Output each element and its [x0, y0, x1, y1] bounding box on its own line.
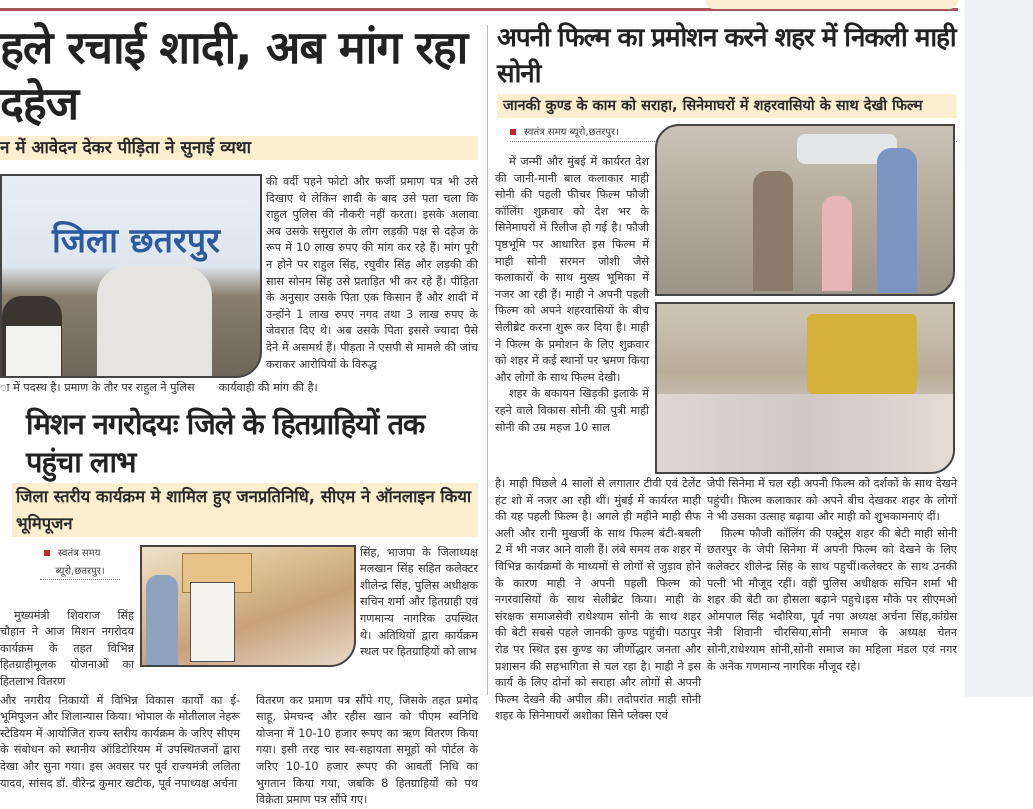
- bullet-icon: [44, 550, 50, 556]
- body-mission-left-full: और नगरीय निकायों में विभिन्न विकास कार्यों का ई-भूमिपूजन और शिलान्यास किया। भोपाल के मोतीलाल नेहरू स्टेडियम में आयोजित राज्य स्तरीय कार्यक्रम के जरिए सीएम के संबोधन को स्थानीय ऑडिटोरियम में उपस्थितजनों द्वारा देखा और सुना गया। इस अवसर पर पूर्व राज्यमंत्री ललिता यादव, सांसद डॉ. वीरेन्द्र कुमार खटीक, पूर्व नपाध्यक्ष अर्चना: [0, 693, 240, 790]
- headline-mahi-soni: अपनी फिल्म का प्रमोशन करने शहर में निकली माही सोनी: [497, 23, 956, 89]
- mahi-bottom-columns: [495, 476, 957, 725]
- photo-janki-kund-visit: [655, 302, 955, 474]
- page-margin: [965, 0, 1033, 697]
- complaint-letter: [6, 326, 61, 378]
- body-mahi-col1: में जन्मीं और मुंबई में कार्यरत देश की जानी-मानी बाल कलाकार माही सोनी की पहली फीचर फिल्म फौजी कॉलिंग शुक्रवार को देश भर के सिनेमाघरों में रिलीज हो गई है। फौजी पृष्ठभूमि पर आधारित इस फिल्म में माही सोनी सरमन जोशी जैसे कलाकारों के साथ मुख्य भूमिका में नजर आ रही हैं। माही ने अपनी पहली फिल्म को अपने शहरवासियों के बीच सेलीब्रेट करना शुरू कर दिया है। माही ने फिल्म के प्रमोशन के लिए शुक्रवार को शहर में कई स्थानों पर भ्रमण किया और लोगों के साथ फिल्म देखी। शहर के बकायन खिड़की इलाके में रहने वाले विकास सोनी की पुत्री माही सोनी की उम्र महज 10 साल: [495, 155, 649, 434]
- mission-bottom-columns: [0, 693, 478, 809]
- body-dowry-line-left: ा में पदस्थ है। प्रमाण के तौर पर राहुल ने पुलिस: [0, 381, 195, 394]
- plaque: [190, 582, 235, 662]
- bullet-icon: [510, 129, 516, 135]
- body-mission-right-full: वितरण कर प्रमाण पत्र सौंपे गए, जिसके तहत प्रमोद साहू, प्रेमचन्द और रहीस खान को पीएम स्वनिधि योजना में 10-10 हजार रूपए का ऋण वितरण किया गया। इसी तरह चार स्व-सहायता समूहों को पोर्टल के जरिए 10-10 हजार रूपए की आवर्ती निधि का भुगतान किया गया, जबकि 8 हितग्राहियों को पथ विक्रेता प्रमाण पत्र सौंपे गए।: [256, 693, 478, 807]
- photo-police-station: [0, 174, 262, 378]
- subhead-mahi-soni: जानकी कुण्ड के काम को सराहा, सिनेमाघरों में शहरवासियो के साथ देखी फिल्म: [497, 94, 957, 118]
- top-box: [705, 0, 958, 9]
- mahi-photo-stack: [655, 124, 957, 474]
- body-mahi-col1c: है। माही पिछले 4 सालों से लगातार टीवी एवं टेलेंट हंट शो में नजर आ रही थीं। मुंबई में कार्यरत माही की यह पहली फिल्म है। अगले ही महीने माही सैफ अली और रानी मुखर्जी के साथ फिल्म बंटी-बबली 2 में भी नजर आने वाली हैं। लंबे समय तक शहर में विभिन्न कार्यक्रमों के माध्यमों से लोगों से जुड़ाव होने के कारण माही ने अपनी पहली फिल्म को नगरवासियों के साथ सेलीब्रेट किया। माही के संरक्षक समाजसेवी राधेश्याम सोनी के साथ शहर की बेटी सबसे पहले जानकी कुण्ड पहुंची। पठापुर रोड पर स्थित इस कुण्ड का जीर्णोद्धार जनता और प्रशासन की सहभागिता से चल रहा है। माही ने इस कार्य के लिए दोनों को सराहा और लोगों से अपनी फिल्म देखने की अपील की। तदोपरांत माही सोनी शहर के सिनेमाघरों अशोका सिने प्लेक्स एवं: [495, 477, 701, 723]
- body-dowry: की वर्दी पहने फोटो और फर्जी प्रमाण पत्र भी उसे दिखाए थे लेकिन शादी के बाद उसे पता चला कि राहुल पुलिस की नौकरी नहीं करता। इसके अलावा अब उसके ससुराल के लोग लड़की पक्ष से दहेज के रूप में 10 लाख रुपए की मांग कर रहे हैं। मांग पूरी न होने पर राहुल सिंह, रघुवीर सिंह और लड़की की सास सोनम सिंह उसे प्रताड़ित भी कर रहे हैं। पीड़िता के अनुसार उसके पिता एक किसान हैं और शादी में उन्होंने 1 लाख रुपए नगद तथा 3 लाख रुपए के जेवरात दिए थे। अब उसके पिता इससे ज्यादा पैसे देने में असमर्थ हैं। पीड़ता ने एसपी से मामले की जांच कराकर आरोपियों के विरुद्ध: [266, 175, 478, 371]
- body-mission-left: मुख्यमंत्री शिवराज सिंह चौहान ने आज मिशन नगरोदय कार्यक्रम के तहत विभिन्न हितग्राहीमूलक योजनाओं का हितलाभ वितरण: [0, 608, 134, 688]
- dowry-body-block: [0, 174, 478, 378]
- body-mahi-col2: जेपी सिनेमा में चल रही अपनी फिल्म को दर्शकों के साथ देखने पहुंची। फिल्म कलाकार को अपने बीच देखकर शहर के लोगों ने भी उसका उत्साह बढ़ाया और माही को शुभकामनाएं दीं। फ़िल्म फौजी कॉलिंग की एक्ट्रेस शहर की बेटी माही सोनी छतरपुर के जेपी सिनेमा में अपनी फिल्म को देखने के लिए कलेक्टर शीलेन्द्र सिंह के साथ पहुचीं।कलेक्टर के साथ उनकी पत्नी भी मौजूद रहीं। वहीं पुलिस अधीक्षक सचिन शर्मा भी शहर की बेटी का हौसला बढ़ाने पहुचे।इस मौके पर सीएमओ ओमपाल सिंह भदौरिया, पूर्व नपा अध्यक्ष अर्चना सिंह,कांग्रेस नेत्री शिवानी चौरसिया,सोनी समाज के अध्यक्ष चेतन सोनी,राधेश्याम सोनी,सोनी समाज का महिला मंडल एवं नगर के अनेक गणमान्य नागरिक मौजूद रहे।: [707, 477, 957, 673]
- person: [753, 171, 793, 291]
- girl-mahi-soni: [822, 196, 852, 291]
- headline-dowry: हले रचाई शादी, अब मांग रहा दहेज: [0, 21, 468, 130]
- byline-mission: [0, 545, 134, 559]
- excavator: [807, 314, 917, 394]
- body-mission-right: सिंह, भाजपा के जिलाध्यक्ष मलखान सिंह सहित कलेक्टर शीलेन्द्र सिंह, पुलिस अधीक्षक सचिन शर्मा और हितग्राही एवं गणमान्य नागरिक उपस्थित थे। अतिथियों द्वारा कार्यक्रम स्थल पर हितग्राहियों को लाभ: [360, 545, 478, 659]
- photo-mission-event: [140, 545, 356, 667]
- column-divider: [487, 25, 488, 695]
- person: [146, 575, 178, 667]
- body-dowry-line-right: कार्यवाही की मांग की है।: [218, 381, 318, 394]
- mahi-body-block: [495, 124, 957, 474]
- person: [877, 148, 917, 293]
- byline-text: स्वतंत्र समय: [58, 547, 101, 559]
- right-column: [495, 20, 957, 725]
- mission-body-block: [0, 545, 478, 691]
- subhead-dowry: न में आवेदन देकर पीड़िता ने सुनाई व्यथा: [0, 136, 478, 160]
- person-right: [97, 266, 212, 378]
- mission-left-stack: [0, 545, 134, 691]
- left-column: [0, 20, 478, 809]
- group-of-people: [657, 394, 955, 474]
- byline-text: स्वतंत्र समय ब्यूरो,छतरपुर।: [524, 127, 619, 138]
- dowry-tail-row: [0, 380, 478, 397]
- photo-street-walk: [655, 124, 955, 296]
- subhead-mission: जिला स्तरीय कार्यक्रम मे शामिल हुए जनप्रतिनिधि, सीएम ने ऑनलाइन किया भूमिपूजन: [12, 483, 478, 537]
- photo-sign-text: जिला छतरपुर: [52, 221, 221, 261]
- headline-mission: मिशन नगरोदयः जिले के हितग्राहियों तक पहुंचा लाभ: [26, 406, 425, 479]
- byline-mission-2: ब्यूरो,छतरपुर।: [40, 563, 120, 580]
